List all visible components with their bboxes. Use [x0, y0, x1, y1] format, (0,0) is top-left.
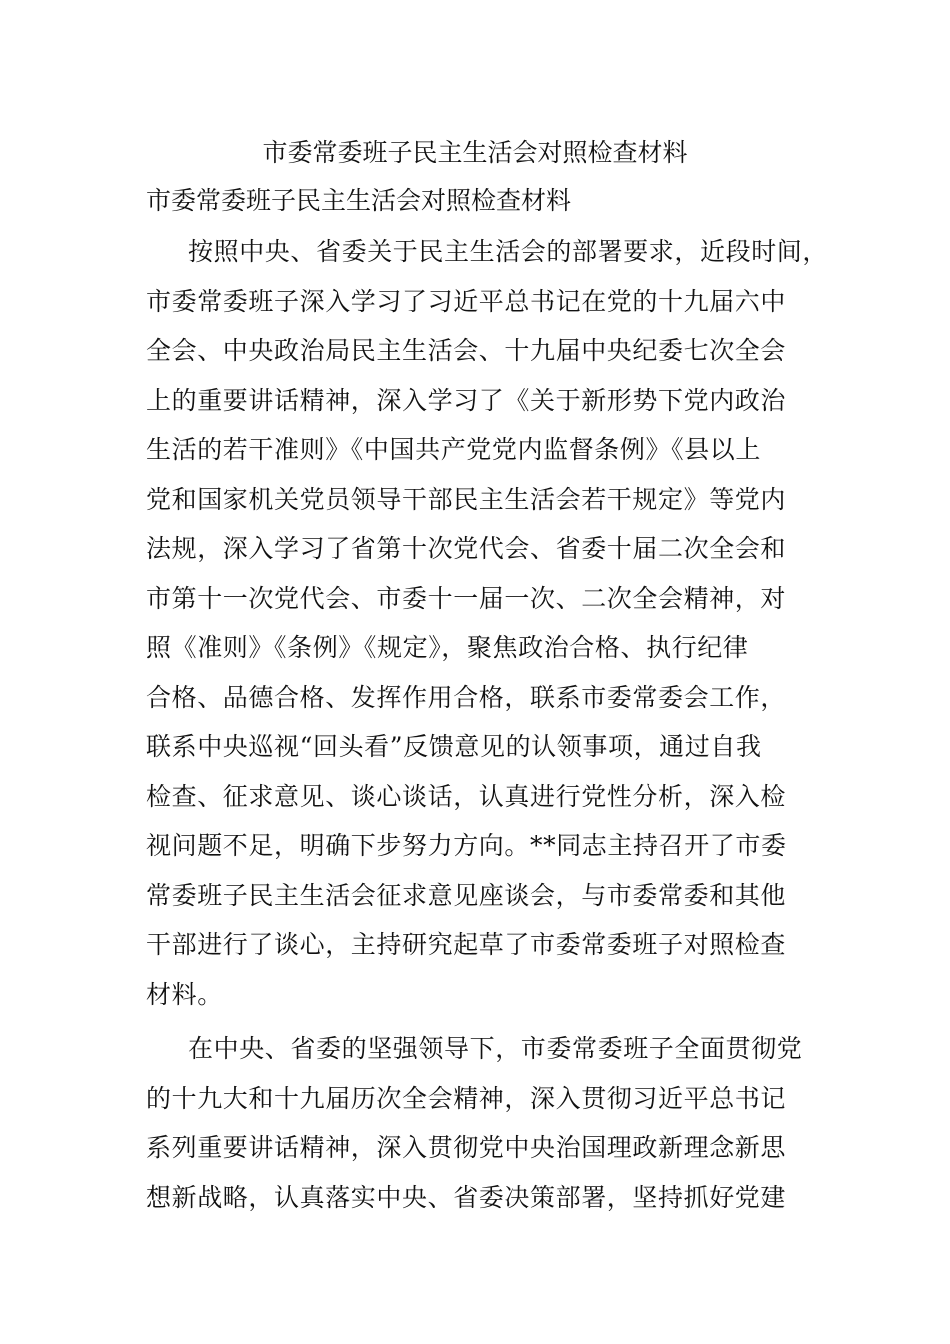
paragraph-line: 检查、征求意见、谈心谈话，认真进行党性分析，深入检 — [146, 781, 787, 811]
paragraph-line: 法规，深入学习了省第十次党代会、省委十届二次全会和 — [146, 534, 787, 563]
paragraph-2 — [146, 1024, 836, 1222]
paragraph-line: 系列重要讲话精神，深入贯彻党中央治国理政新理念新思 — [146, 1133, 787, 1162]
paragraph-line: 照《准则》《条例》《规定》，聚焦政治合格、执行纪律 — [146, 633, 749, 662]
paragraph-line: 市委常委班子深入学习了习近平总书记在党的十九届六中 — [146, 286, 787, 316]
paragraph-line: 材料。 — [146, 979, 223, 1009]
paragraph-line: 上的重要讲话精神，深入学习了《关于新形势下党内政治 — [146, 385, 787, 415]
document-title: 市委常委班子民主生活会对照检查材料 — [262, 138, 688, 167]
paragraph-line: 生活的若干准则》《中国共产党党内监督条例》《县以上 — [146, 435, 762, 464]
paragraph-line: 合格、品德合格、发挥作用合格，联系市委常委会工作， — [146, 682, 787, 712]
paragraph-line: 常委班子民主生活会征求意见座谈会，与市委常委和其他 — [146, 880, 787, 910]
paragraph-line: 视问题不足，明确下步努力方向。**同志主持召开了市委 — [146, 831, 787, 860]
paragraph-line: 按照中央、省委关于民主生活会的部署要求，近段时间， — [188, 237, 829, 266]
document-subtitle: 市委常委班子民主生活会对照检查材料 — [146, 186, 572, 215]
paragraph-1 — [146, 227, 836, 1019]
paragraph-line: 党和国家机关党员领导干部民主生活会若干规定》等党内 — [146, 484, 787, 514]
paragraph-line: 市第十一次党代会、市委十一届一次、二次全会精神，对 — [146, 583, 787, 613]
paragraph-line: 想新战略，认真落实中央、省委决策部署，坚持抓好党建 — [146, 1182, 787, 1212]
paragraph-line: 的十九大和十九届历次全会精神，深入贯彻习近平总书记 — [146, 1083, 787, 1113]
paragraph-line: 干部进行了谈心，主持研究起草了市委常委班子对照检查 — [146, 930, 787, 959]
paragraph-line: 全会、中央政治局民主生活会、十九届中央纪委七次全会 — [146, 336, 787, 365]
paragraph-line: 联系中央巡视“回头看”反馈意见的认领事项，通过自我 — [146, 732, 762, 761]
paragraph-line: 在中央、省委的坚强领导下，市委常委班子全面贯彻党 — [188, 1034, 803, 1063]
